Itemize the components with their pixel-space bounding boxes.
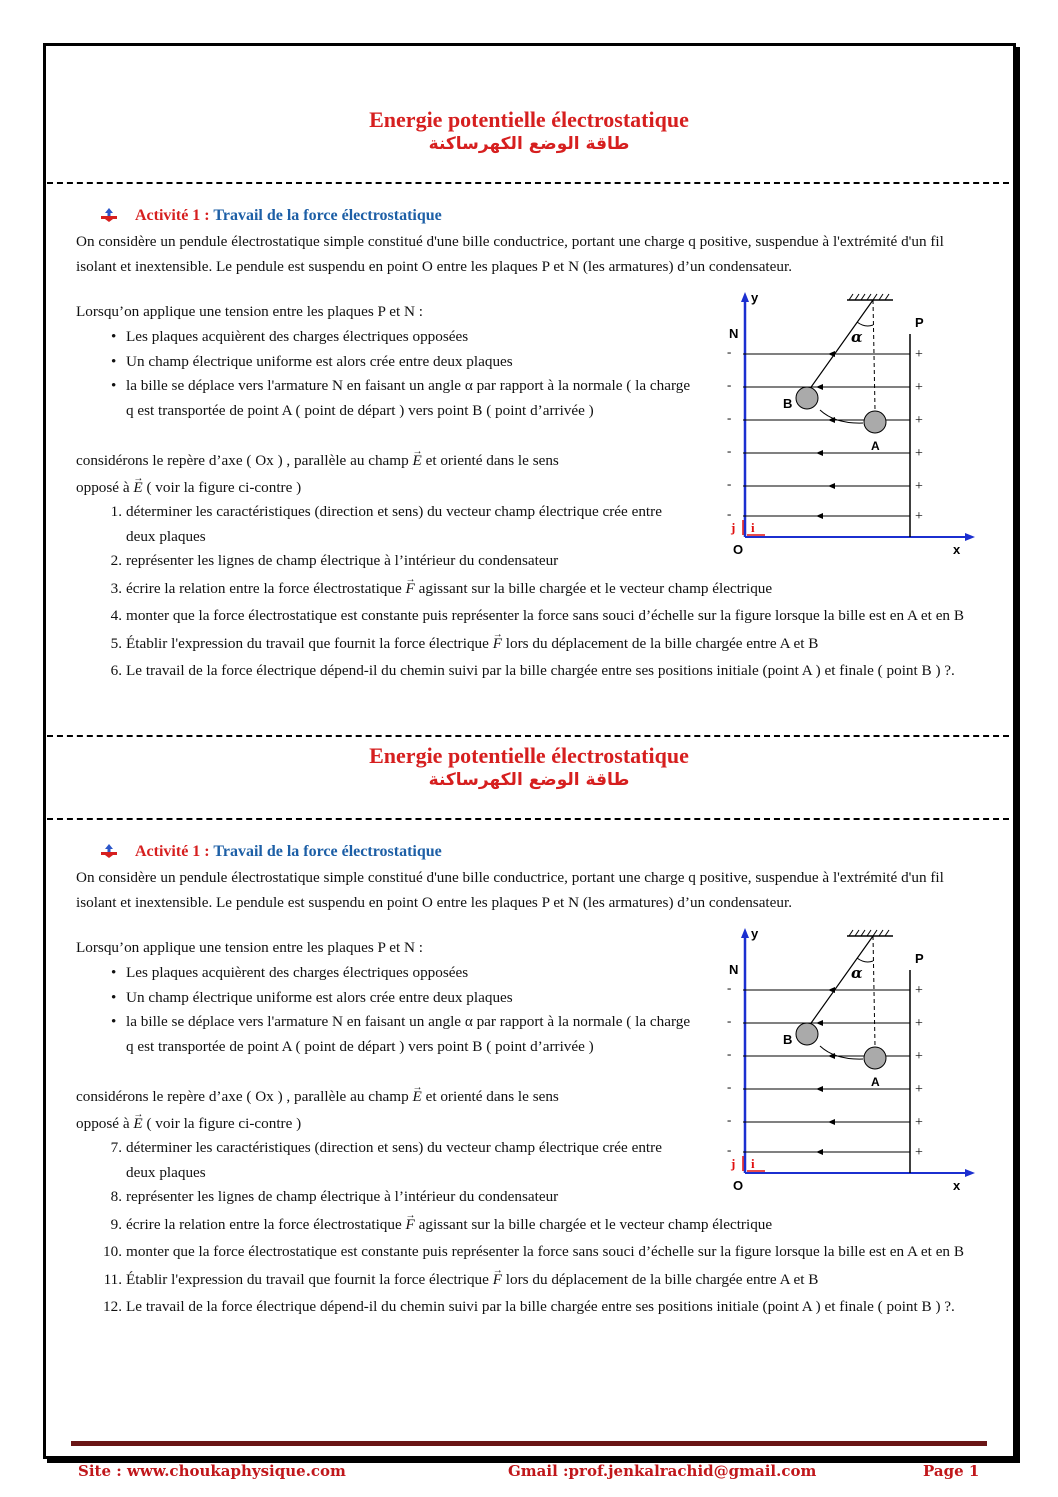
x-axis-arrow [965,1169,975,1177]
question-item: 9. écrire la relation entre la force électrostatique → F agissant sur la bille chargée et le vecteur champ électrique [98,1213,988,1238]
section-title [0,743,1058,790]
minus-sign: - [727,476,732,491]
unit-vector-j-label: j [731,1156,736,1171]
ball-a-label: A [871,1075,880,1089]
figure-container [725,928,985,1198]
question-number: 4. [110,607,122,624]
question-number: 6. [110,662,122,679]
origin-label: O [733,1178,744,1193]
ball-b-label: B [783,1032,793,1047]
bullet-list [111,961,701,1059]
bullet-item: • Un champ électrique uniforme est alors crée entre deux plaques [111,350,701,375]
alpha-label: α [851,328,863,346]
minus-sign: - [727,344,732,359]
plate-n-label: N [729,326,739,341]
question-item: 7. déterminer les caractéristiques (direction et sens) du vecteur champ électrique crée entre deux plaques [98,1136,686,1185]
minus-sign: - [727,1013,732,1028]
unit-vector-i-label: i [751,520,755,535]
activity-title: Travail de la force électrostatique [213,843,442,860]
vector-e: → E [133,479,142,496]
question-item: 1. déterminer les caractéristiques (direction et sens) du vecteur champ électrique crée entre deux plaques [98,500,686,549]
footer-rule [71,1441,987,1446]
alpha-label: α [851,964,863,982]
section-divider [47,182,1009,184]
field-arrow [816,1020,823,1026]
title-arabic: طاقة الوضع الكهرساكنة [428,770,630,790]
field-arrow [816,1149,823,1155]
field-arrow [816,1086,823,1092]
question-item: 3. écrire la relation entre la force électrostatique → F agissant sur la bille chargée et le vecteur champ électrique [98,577,988,602]
vertical-reference [873,300,875,410]
pendulum-thread [809,936,873,1026]
minus-sign: - [727,377,732,392]
section-title [0,107,1058,154]
question-number: 2. [110,552,122,569]
plus-sign: + [915,347,923,362]
plus-sign: + [915,983,923,998]
question-number: 5. [110,634,122,652]
minus-sign: - [727,1046,732,1061]
tension-line: Lorsqu’on applique une tension entre les plaques P et N : [76,303,423,320]
minus-sign: - [727,980,732,995]
footer-site[interactable]: Site : www.choukaphysique.com [78,1462,346,1480]
unit-vector-i-label: i [751,1156,755,1171]
plate-p-label: P [915,315,924,330]
plus-sign: + [915,1115,923,1130]
y-label: y [751,928,759,941]
trajectory [820,410,863,423]
origin-label: O [733,542,744,557]
question-item: 6. Le travail de la force électrique dépend-il du chemin suivi par la bille chargée entre ses positions initiale (point A ) et finale ( point B ) ?. [98,659,988,684]
footer-gmail[interactable]: Gmail :prof.jenkalrachid@gmail.com [508,1462,817,1480]
plus-sign: + [915,479,923,494]
angle-arc [857,322,873,326]
question-item: 8. représenter les lignes de champ électrique à l’intérieur du condensateur [98,1185,686,1210]
plus-sign: + [915,446,923,461]
plus-sign: + [915,380,923,395]
bullet-item: • la bille se déplace vers l'armature N en faisant un angle α par rapport à la normale ( la charge q est transportée de point A ( point de départ ) vers point B ( point d’arrivée ) [111,1010,701,1059]
footer-page-number: Page 1 [923,1462,980,1480]
question-item: 2. représenter les lignes de champ électrique à l’intérieur du condensateur [98,549,686,574]
field-arrow [828,1119,835,1125]
activity-bullet-icon [101,844,117,858]
question-number: 12. [103,1298,122,1315]
y-axis-arrow [741,292,749,302]
vector-f: → F [406,580,415,597]
minus-sign: - [727,506,732,521]
ball-b [796,1023,818,1045]
oppose-line: opposé à → E ( voir la figure ci-contre ) [76,1112,696,1137]
field-arrow [816,384,823,390]
bullet-item: • Un champ électrique uniforme est alors crée entre deux plaques [111,986,701,1011]
question-number: 10. [103,1243,122,1260]
question-number: 3. [110,579,122,597]
ball-b [796,387,818,409]
field-arrow [816,450,823,456]
minus-sign: - [727,443,732,458]
x-label: x [953,542,961,557]
x-label: x [953,1178,961,1193]
plate-p-label: P [915,951,924,966]
ball-a [864,411,886,433]
vector-f: → F [406,1216,415,1233]
repere-line: considérons le repère d’axe ( Ox ) , parallèle au champ → E et orienté dans le sens [76,449,696,474]
ball-a [864,1047,886,1069]
minus-sign: - [727,1142,732,1157]
plus-sign: + [915,1049,923,1064]
intro-paragraph: On considère un pendule électrostatique simple constitué d'une bille conductrice, portant une charge q positive, suspendue à l'extrémité d'un fil isolant et inextensible. Le pendule est suspendu en point O entre les plaques P et N (les armatures) d’un condensateur. [76,869,944,911]
x-axis-arrow [965,533,975,541]
activity-label: Activité 1 : [135,843,210,860]
repere-line: considérons le repère d’axe ( Ox ) , parallèle au champ → E et orienté dans le sens [76,1085,696,1110]
y-label: y [751,292,759,305]
oppose-line: opposé à → E ( voir la figure ci-contre ) [76,476,696,501]
bullet-list [111,325,701,423]
question-item: 12. Le travail de la force électrique dépend-il du chemin suivi par la bille chargée entre ses positions initiale (point A ) et finale ( point B ) ?. [98,1295,988,1320]
pendulum-thread [809,300,873,390]
capacitor-figure [725,928,985,1193]
vector-f: → F [493,635,502,652]
activity-label: Activité 1 : [135,207,210,224]
section-divider [47,735,1009,737]
plus-sign: + [915,1145,923,1160]
minus-sign: - [727,1112,732,1127]
minus-sign: - [727,410,732,425]
title-arabic: طاقة الوضع الكهرساكنة [428,134,630,154]
question-item: 11. Établir l'expression du travail que fournit la force électrique → F lors du déplacement de la bille chargée entre A et B [98,1268,988,1293]
figure-container [725,292,985,562]
question-number: 8. [110,1188,122,1205]
plus-sign: + [915,1016,923,1031]
question-number: 1. [110,503,122,520]
title-french: Energie potentielle électrostatique [369,107,689,132]
question-number: 11. [103,1270,122,1288]
field-arrow [828,483,835,489]
activity-heading [101,843,442,861]
bullet-item: • Les plaques acquièrent des charges électriques opposées [111,325,701,350]
plate-n-label: N [729,962,739,977]
ball-a-label: A [871,439,880,453]
vector-e: → E [133,1115,142,1132]
tension-line: Lorsqu’on applique une tension entre les plaques P et N : [76,939,423,956]
vector-e: → E [413,452,422,469]
question-item: 4. monter que la force électrostatique est constante puis représenter la force sans souci d’échelle sur la figure lorsque la bille est en A et en B [98,604,988,629]
y-axis-arrow [741,928,749,938]
activity-bullet-icon [101,208,117,222]
activity-heading [101,207,442,225]
activity-title: Travail de la force électrostatique [213,207,442,224]
trajectory [820,1046,863,1059]
bullet-item: • Les plaques acquièrent des charges électriques opposées [111,961,701,986]
field-arrow [816,513,823,519]
question-item: 10. monter que la force électrostatique est constante puis représenter la force sans souci d’échelle sur la figure lorsque la bille est en A et en B [98,1240,988,1265]
vector-f: → F [493,1271,502,1288]
title-french: Energie potentielle électrostatique [369,743,689,768]
plus-sign: + [915,1082,923,1097]
question-item: 5. Établir l'expression du travail que fournit la force électrique → F lors du déplacement de la bille chargée entre A et B [98,632,988,657]
angle-arc [857,958,873,962]
vector-e: → E [413,1088,422,1105]
plus-sign: + [915,413,923,428]
section-divider [47,818,1009,820]
vertical-reference [873,936,875,1046]
ball-b-label: B [783,396,793,411]
minus-sign: - [727,1079,732,1094]
question-number: 9. [110,1215,122,1233]
plus-sign: + [915,509,923,524]
intro-paragraph: On considère un pendule électrostatique simple constitué d'une bille conductrice, portant une charge q positive, suspendue à l'extrémité d'un fil isolant et inextensible. Le pendule est suspendu en point O entre les plaques P et N (les armatures) d’un condensateur. [76,233,944,275]
unit-vector-j-label: j [731,520,736,535]
question-number: 7. [110,1139,122,1156]
capacitor-figure [725,292,985,557]
bullet-item: • la bille se déplace vers l'armature N en faisant un angle α par rapport à la normale ( la charge q est transportée de point A ( point de départ ) vers point B ( point d’arrivée ) [111,374,701,423]
